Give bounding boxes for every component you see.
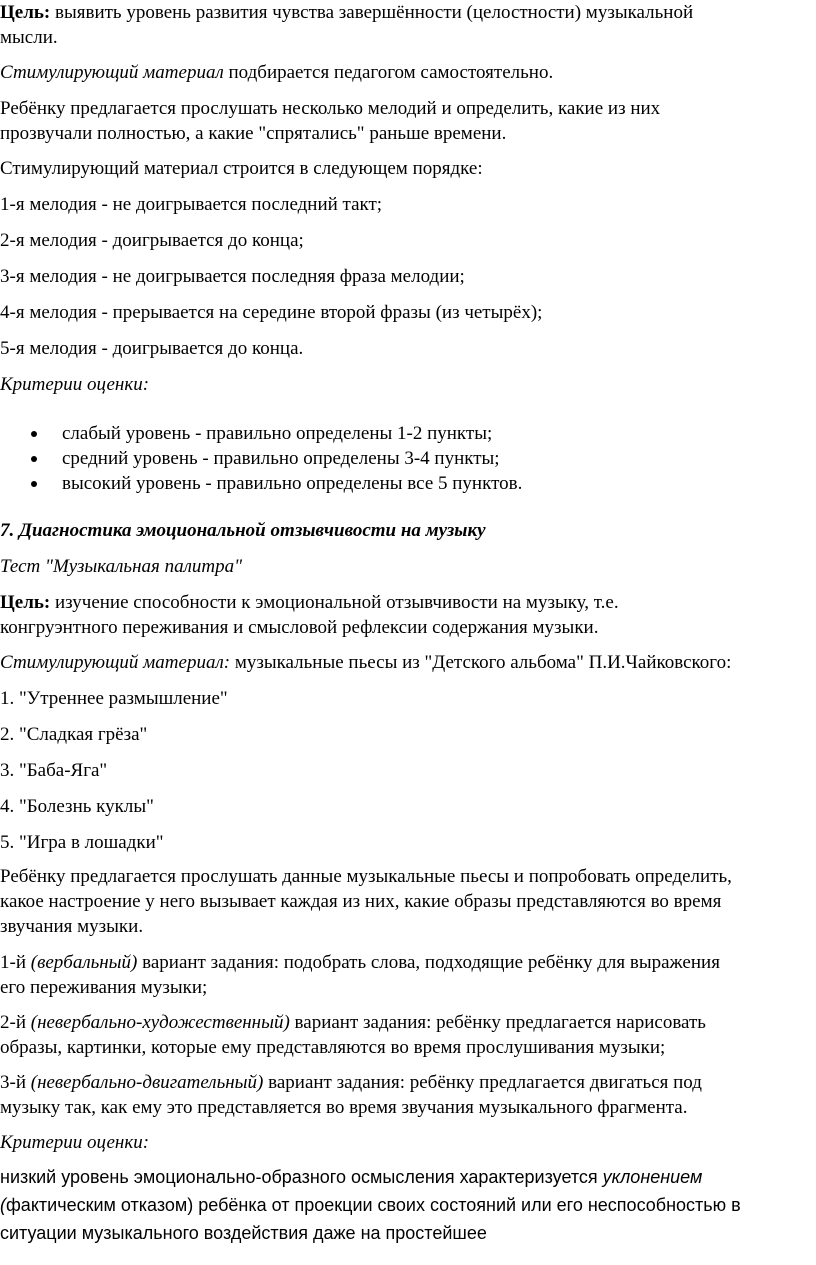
melody-item: 4-я мелодия - прерывается на середине второй фразы (из четырёх); [0,302,543,323]
melody-item: 3-я мелодия - не доигрывается последняя фраза мелодии; [0,266,465,287]
listen-line-3: звучания музыки. [0,916,144,937]
variant3-line-2: музыку так, как ему это представляется во время звучания музыкального фрагмента. [0,1097,688,1118]
piece-item: 5. "Игра в лошадки" [0,832,164,853]
stimulus2-text: музыкальные пьесы из "Детского альбома" П.И.Чайковского: [230,652,732,673]
goal2-line-1 [0,592,619,614]
variant1-pre: 1-й [0,952,31,973]
criteria-item: высокий уровень - правильно определены все 5 пунктов. [62,473,523,494]
low-level-text-2: фактическим отказом) ребёнка от проекции своих состояний или его неспособностью в [6,1195,741,1215]
goal-text-1: выявить уровень развития чувства завершённости (целостности) музыкальной [50,2,694,23]
melody-item: 1-я мелодия - не доигрывается последний такт; [0,194,383,215]
variant2-line-2: образы, картинки, которые ему представляются во время прослушивания музыки; [0,1037,666,1058]
low-level-line-2 [0,1194,741,1216]
goal2-label: Цель: [0,592,51,613]
low-level-line-1 [0,1166,702,1188]
variant3-post: вариант задания: ребёнку предлагается двигаться под [263,1072,702,1093]
test-title: Тест "Музыкальная палитра" [0,556,243,577]
variant2-type: (невербально-художественный) [30,1012,290,1033]
task-line-1: Ребёнку предлагается прослушать несколько мелодий и определить, какие из них [0,98,661,119]
goal-line-2: мысли. [0,27,58,48]
melody-item: 2-я мелодия - доигрывается до конца; [0,230,304,251]
stimulus2-label: Стимулирующий материал: [0,652,231,673]
stimulus2-paragraph [0,652,731,674]
variant3-pre: 3-й [0,1072,31,1093]
goal-label: Цель: [0,2,51,23]
melody-item: 5-я мелодия - доигрывается до конца. [0,338,304,359]
stimulus-paragraph [0,62,553,84]
listen-line-2: какое настроение у него вызывает каждая из них, какие образы представляются во время [0,891,722,912]
variant3-type: (невербально-двигательный) [30,1072,264,1093]
variant1-type: (вербальный) [30,952,138,973]
criteria-item: средний уровень - правильно определены 3-4 пункты; [62,448,500,469]
variant1-post: вариант задания: подобрать слова, подходящие ребёнку для выражения [137,952,720,973]
bullet-icon [31,431,37,437]
bullet-icon [31,456,37,462]
low-level-paren: ( [0,1195,6,1215]
goal-line-1 [0,2,693,24]
piece-item: 1. "Утреннее размышление" [0,688,228,709]
variant1-line-2: его переживания музыки; [0,977,208,998]
task-line-2: прозвучали полностью, а какие "спрятались" раньше времени. [0,123,507,144]
stimulus-text: подбирается педагогом самостоятельно. [223,62,554,83]
order-intro: Стимулирующий материал строится в следующем порядке: [0,158,483,179]
low-level-text-1: низкий уровень эмоционально-образного осмысления характеризуется [0,1167,603,1187]
goal2-text-1: изучение способности к эмоциональной отзывчивости на музыку, т.е. [50,592,619,613]
listen-line-1: Ребёнку предлагается прослушать данные музыкальные пьесы и попробовать определить, [0,866,732,887]
criteria-heading-2: Критерии оценки: [0,1132,150,1153]
variant2-pre: 2-й [0,1012,31,1033]
piece-item: 2. "Сладкая грёза" [0,724,148,745]
section-heading: 7. Диагностика эмоциональной отзывчивости на музыку [0,520,486,541]
piece-item: 4. "Болезнь куклы" [0,796,154,817]
low-level-line-3: ситуации музыкального воздействия даже на простейшее [0,1223,487,1243]
piece-item: 3. "Баба-Яга" [0,760,108,781]
goal2-line-2: конгруэнтного переживания и смысловой рефлексии содержания музыки. [0,617,599,638]
variant1-line-1 [0,952,720,974]
criteria-item: слабый уровень - правильно определены 1-2 пункты; [62,423,493,444]
criteria-heading: Критерии оценки: [0,374,150,395]
low-level-emphasis: уклонением [602,1167,703,1187]
variant3-line-1 [0,1072,702,1094]
variant2-post: вариант задания: ребёнку предлагается нарисовать [289,1012,706,1033]
bullet-icon [31,481,37,487]
stimulus-label: Стимулирующий материал [0,62,224,83]
variant2-line-1 [0,1012,706,1034]
